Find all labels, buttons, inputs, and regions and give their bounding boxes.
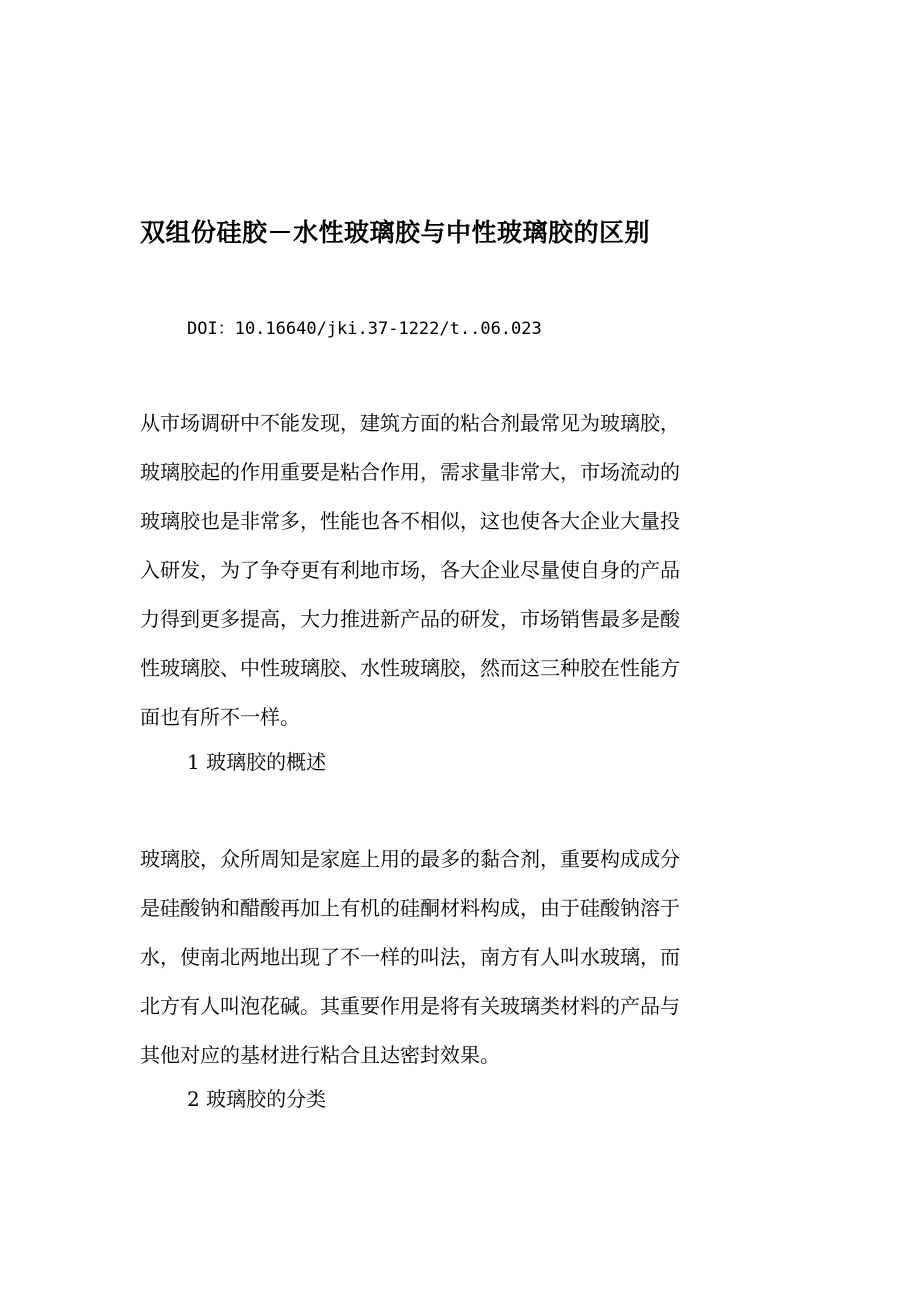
doi-line: DOI：10.16640/jki.37-1222/t..06.023 [187, 319, 542, 339]
section-heading-classification: 2 玻璃胶的分类 [187, 1087, 327, 1111]
paragraph-line: 面也有所不一样。 [140, 705, 300, 729]
paragraph-line: 其他对应的基材进行粘合且达密封效果。 [140, 1043, 500, 1067]
paragraph-line: 从市场调研中不能发现，建筑方面的粘合剂最常见为玻璃胶， [140, 411, 680, 435]
paragraph-intro [140, 399, 780, 742]
paragraph-line: 性玻璃胶、中性玻璃胶、水性玻璃胶，然而这三种胶在性能方 [140, 656, 680, 680]
paragraph-line: 玻璃胶起的作用重要是粘合作用，需求量非常大，市场流动的 [140, 460, 680, 484]
paragraph-line: 玻璃胶也是非常多，性能也各不相似，这也使各大企业大量投 [140, 509, 680, 533]
paragraph-line: 玻璃胶，众所周知是家庭上用的最多的黏合剂，重要构成成分 [140, 847, 680, 871]
paragraph-line: 水，使南北两地出现了不一样的叫法，南方有人叫水玻璃，而 [140, 945, 680, 969]
paragraph-line: 北方有人叫泡花碱。其重要作用是将有关玻璃类材料的产品与 [140, 994, 680, 1018]
section-heading-overview: 1 玻璃胶的概述 [187, 750, 327, 774]
paragraph-overview [140, 835, 780, 1080]
paragraph-line: 入研发，为了争夺更有利地市场，各大企业尽量使自身的产品 [140, 558, 680, 582]
document-title: 双组份硅胶－水性玻璃胶与中性玻璃胶的区别 [140, 218, 651, 247]
paragraph-line: 力得到更多提高，大力推进新产品的研发，市场销售最多是酸 [140, 607, 680, 631]
paragraph-line: 是硅酸钠和醋酸再加上有机的硅酮材料构成，由于硅酸钠溶于 [140, 896, 680, 920]
